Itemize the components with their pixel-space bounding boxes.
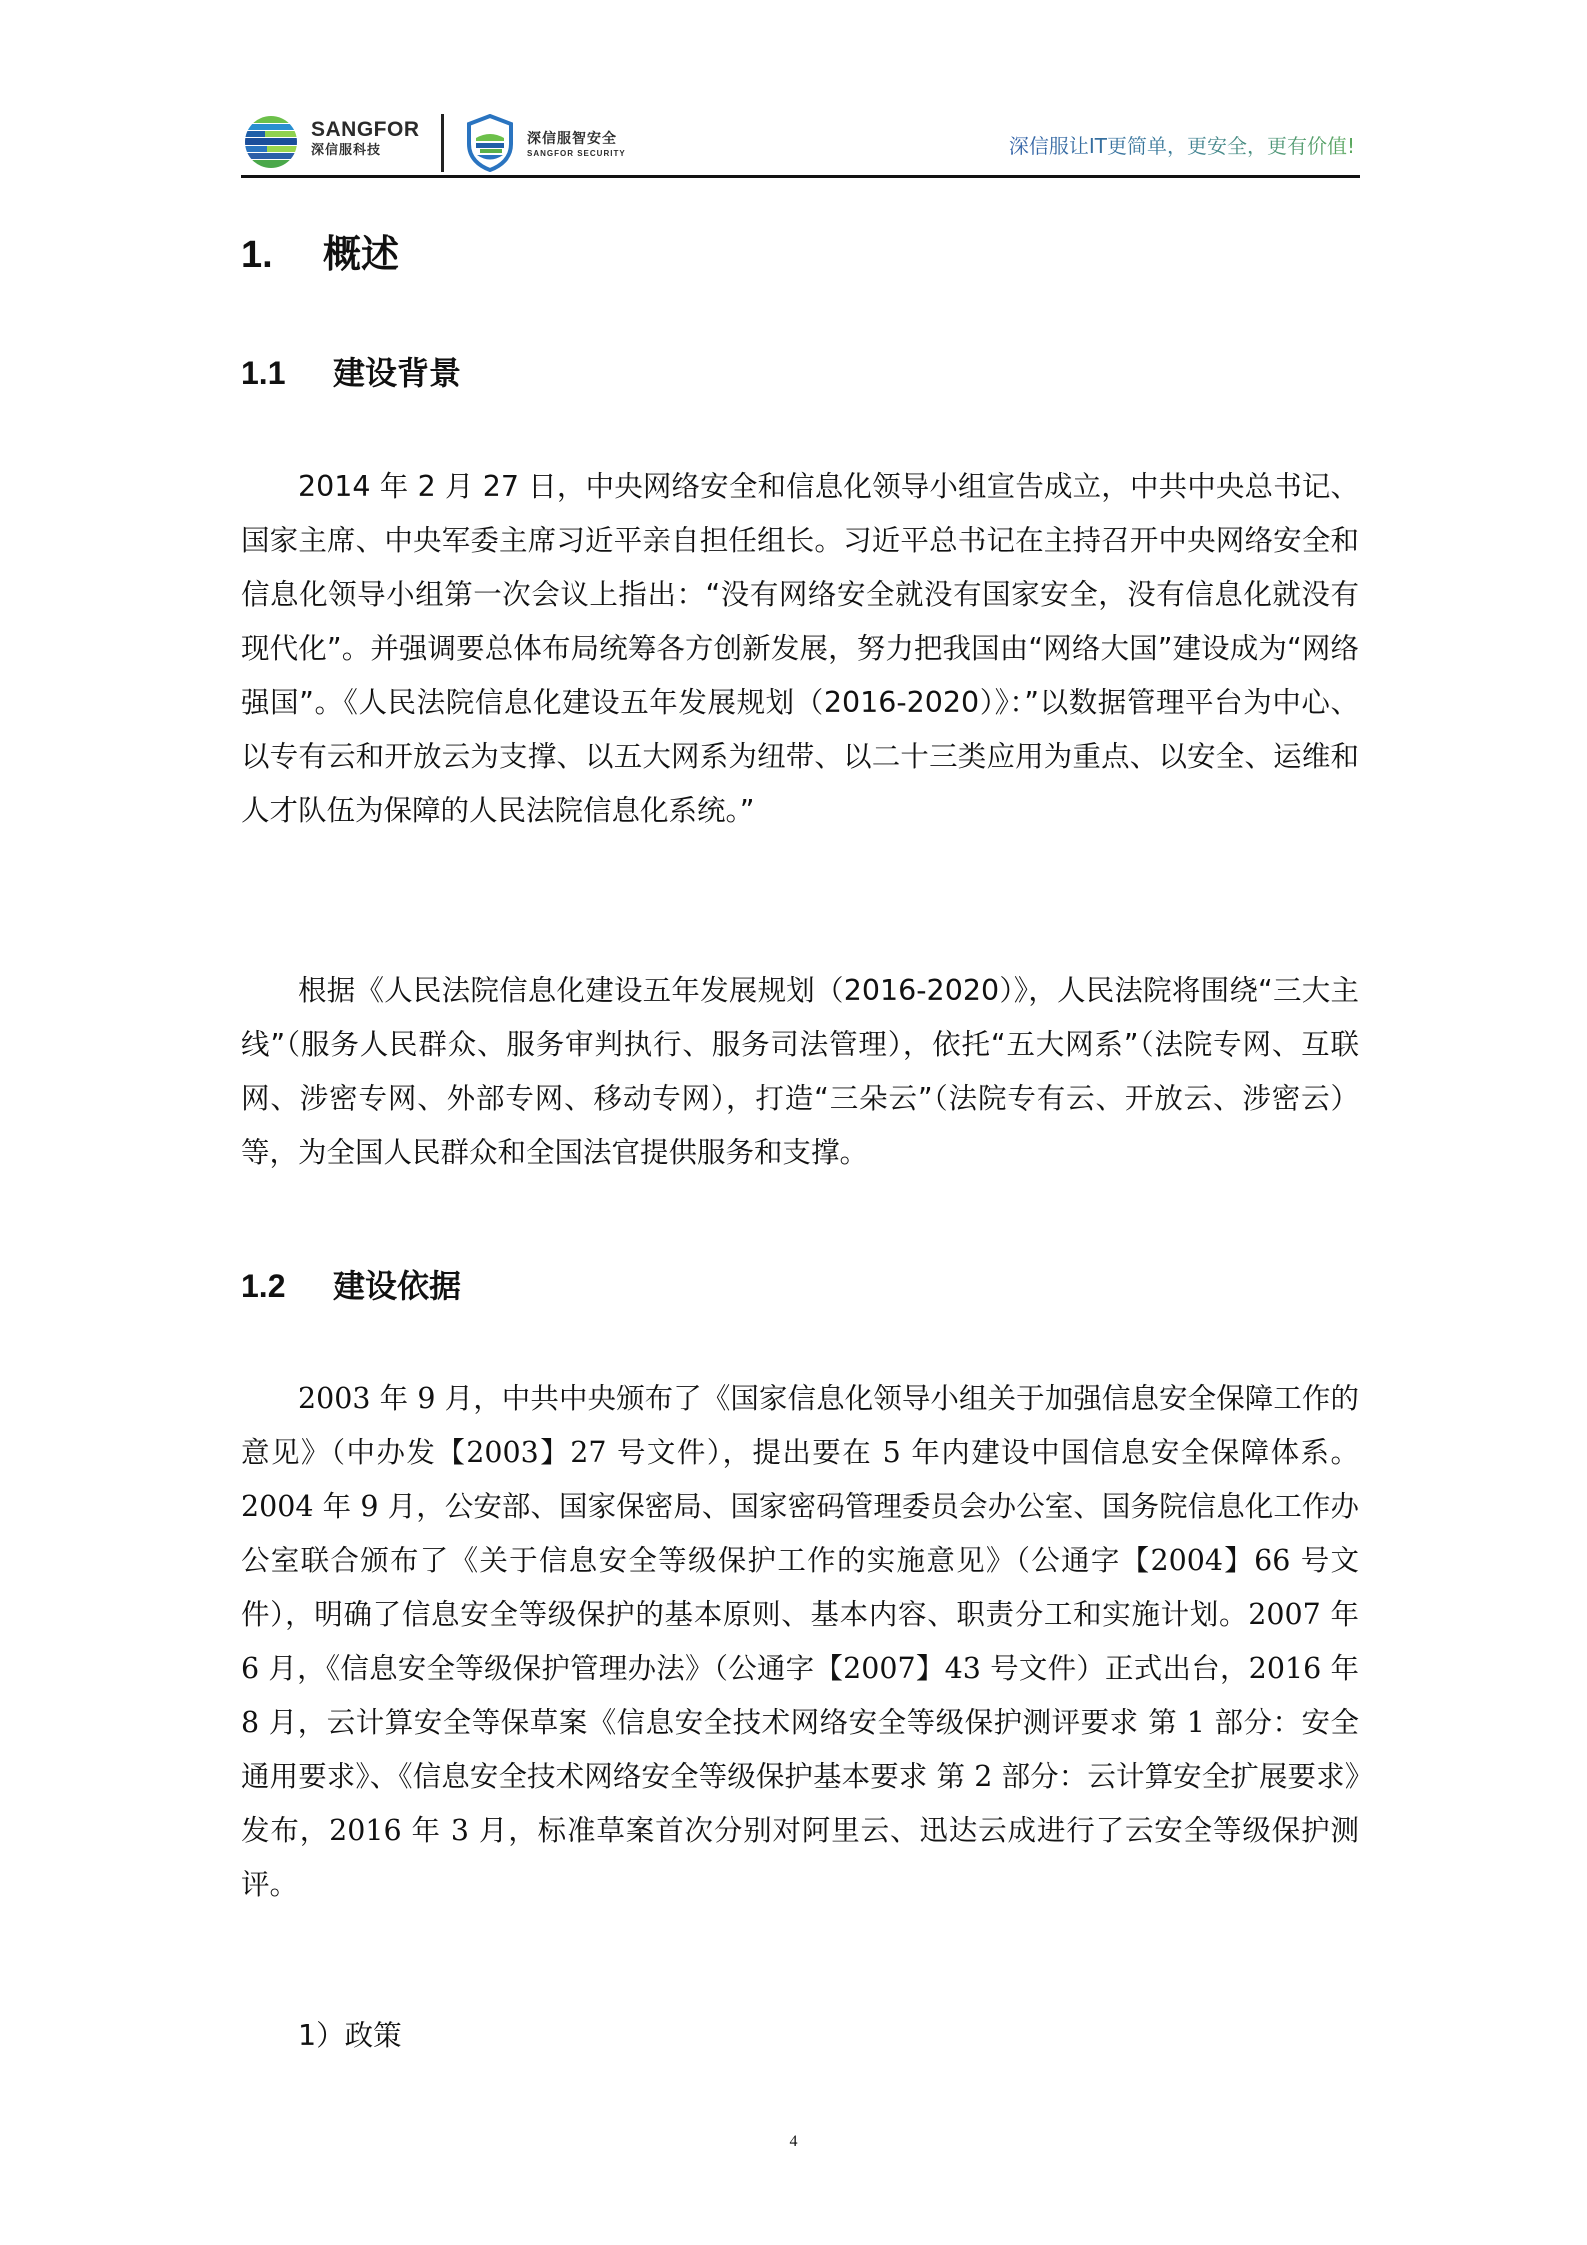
page-header [241, 110, 1359, 176]
chapter-number: 1. [241, 234, 273, 276]
sangfor-globe-logo-icon [241, 114, 301, 170]
security-brand-en: SANGFOR SECURITY [527, 149, 626, 158]
company-slogan: 深信服让IT更简单，更安全，更有价值! [1009, 130, 1355, 159]
logo-divider [441, 114, 444, 172]
paragraph-basis: 2003 年 9 月，中共中央颁布了《国家信息化领导小组关于加强信息安全保障工作的意见》（中办发【2003】27 号文件），提出要在 5 年内建设中国信息安全保障体系。2004 年 9 月，公安部、国家保密局、国家密码管理委员会办公室、国务院信息化工作办公室联合颁布了《关于信息安全等级保护工作的实施意见》（公通字【2004】66 号文件），明确了信息安全等级保护的基本原则、基本内容、职责分工和实施计划。2007 年 6 月，《信息安全等级保护管理办法》（公通字【2007】43 号文件）正式出台，2016 年 8 月，云计算安全等保草案《信息安全技术网络安全等级保护测评要求 第 1 部分：安全通用要求》、《信息安全技术网络安全等级保护基本要求 第 2 部分：云计算安全扩展要求》发布，2016 年 3 月，标准草案首次分别对阿里云、迅达云成进行了云安全等级保护测评。 [241, 1382, 1359, 1901]
paragraph-background: 2014 年 2 月 27 日，中央网络安全和信息化领导小组宣告成立，中共中央总书记、国家主席、中央军委主席习近平亲自担任组长。习近平总书记在主持召开中央网络安全和信息化领导小组第一次会议上指出：“没有网络安全就没有国家安全，没有信息化就没有现代化”。并强调要总体布局统筹各方创新发展，努力把我国由“网络大国”建设成为“网络强国”。《人民法院信息化建设五年发展规划（2016-2020）》：”以数据管理平台为中心、以专有云和开放云为支撑、以五大网系为纽带、以二十三类应用为重点、以安全、运维和人才队伍为保障的人民法院信息化系统。” [241, 470, 1359, 827]
section-number: 1.2 [241, 1268, 286, 1304]
page-number: 4 [789, 2133, 798, 2150]
paragraph-court-plan: 根据《人民法院信息化建设五年发展规划（2016-2020）》，人民法院将围绕“三大主线”（服务人民群众、服务审判执行、服务司法管理），依托“五大网系”（法院专网、互联网、涉密专网、外部专网、移动专网），打造“三朵云”（法院专有云、开放云、涉密云）等，为全国人民群众和全国法官提供服务和支撑。 [241, 974, 1359, 1169]
section-title: 建设背景 [333, 355, 462, 391]
sangfor-security-shield-logo-icon [465, 114, 515, 172]
brand-name-cn: 深信服科技 [311, 143, 382, 158]
sangfor-brand [311, 118, 420, 160]
section-title: 建设依据 [333, 1268, 462, 1304]
section-heading-1-1 [241, 353, 461, 393]
list-item-policy: 1）政策 [298, 2019, 402, 2052]
sangfor-security-brand [527, 130, 626, 160]
security-brand-cn: 深信服智安全 [527, 131, 617, 147]
section-heading-1-2 [241, 1266, 461, 1306]
chapter-title: 概述 [323, 234, 400, 276]
header-divider [241, 175, 1360, 178]
brand-name-en: SANGFOR [311, 118, 420, 141]
chapter-heading [241, 232, 399, 278]
section-number: 1.1 [241, 355, 286, 391]
